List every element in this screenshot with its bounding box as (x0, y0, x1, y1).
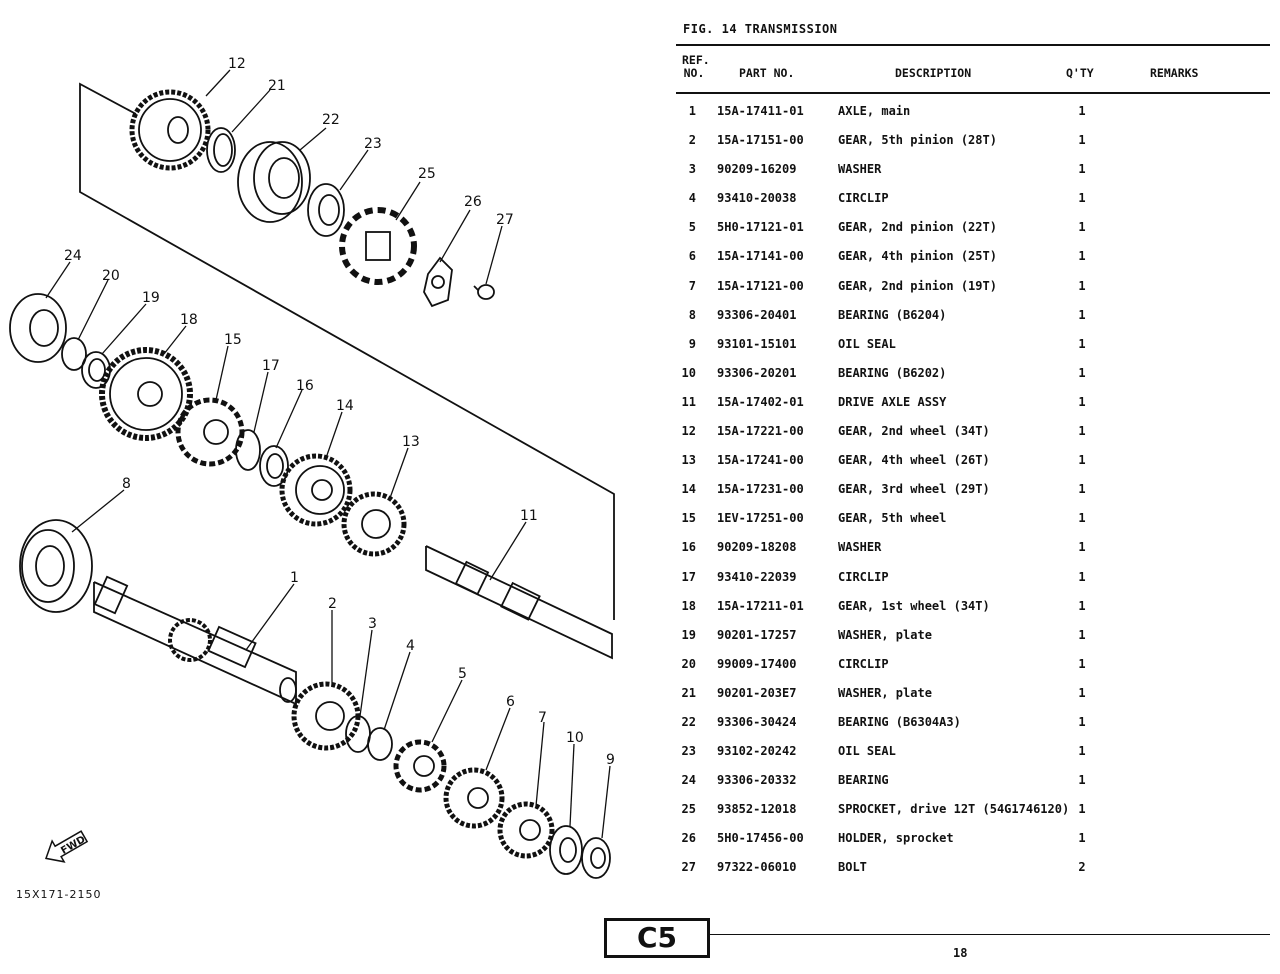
ref-number: 7 (688, 278, 696, 293)
part-quantity: 1 (1078, 133, 1086, 148)
ref-number: 11 (681, 394, 696, 409)
part-number: 15A-17241-00 (717, 453, 804, 468)
table-row (676, 474, 1276, 503)
part-number: 93102-20242 (717, 744, 797, 759)
part-quantity: 1 (1078, 802, 1086, 817)
ref-number: 4 (688, 191, 696, 206)
part-2-gear (294, 684, 358, 748)
part-number: 93410-22039 (717, 569, 797, 584)
part-quantity: 1 (1078, 424, 1086, 439)
part-25-sprocket (342, 210, 414, 282)
part-18-gear (102, 350, 190, 438)
part-quantity: 1 (1078, 744, 1086, 759)
part-quantity: 1 (1078, 162, 1086, 177)
part-description: GEAR, 2nd wheel (34T) (838, 424, 990, 439)
table-row (676, 183, 1276, 212)
part-1-main-axle (94, 577, 296, 704)
part-quantity: 1 (1078, 598, 1086, 613)
table-row (676, 125, 1276, 154)
ref-number: 19 (681, 627, 696, 642)
part-number: 5H0-17456-00 (717, 831, 804, 846)
callout-11: 11 (520, 508, 538, 524)
ref-number: 23 (681, 744, 696, 759)
part-description: AXLE, main (838, 104, 911, 118)
callout-1: 1 (290, 570, 299, 586)
ref-number: 17 (681, 569, 696, 584)
part-5-gear (396, 742, 444, 790)
table-row (676, 329, 1276, 358)
part-number: 15A-17402-01 (717, 394, 804, 409)
table-row (676, 620, 1276, 649)
part-4-circlip (368, 728, 392, 760)
part-14-gear (282, 456, 350, 524)
part-quantity: 1 (1078, 307, 1086, 322)
part-quantity: 1 (1078, 336, 1086, 351)
part-quantity: 1 (1078, 656, 1086, 671)
part-number: 93101-15101 (717, 336, 797, 351)
callout-23: 23 (364, 136, 382, 152)
part-quantity: 1 (1078, 249, 1086, 264)
fwd-arrow-icon (40, 826, 90, 869)
part-10-bearing (550, 826, 582, 874)
callout-24: 24 (64, 248, 82, 264)
ref-number: 20 (681, 656, 696, 671)
part-number: 15A-17211-01 (717, 598, 804, 613)
ref-number: 2 (688, 133, 696, 148)
part-quantity: 1 (1078, 453, 1086, 468)
part-number: 93306-30424 (717, 714, 797, 729)
part-description: WASHER, plate (838, 685, 932, 700)
part-9-oil-seal (582, 838, 610, 878)
table-row (676, 271, 1276, 300)
part-description: BOLT (838, 860, 867, 875)
table-row (676, 358, 1276, 387)
table-row (676, 532, 1276, 561)
part-description: BEARING (838, 773, 889, 788)
part-number: 90201-203E7 (717, 685, 797, 700)
table-row (676, 794, 1276, 823)
table-row (676, 765, 1276, 794)
table-row (676, 212, 1276, 241)
part-12-gear (132, 92, 208, 168)
ref-number: 14 (681, 482, 696, 497)
table-row (676, 678, 1276, 707)
part-quantity: 1 (1078, 569, 1086, 584)
table-row (676, 852, 1276, 881)
part-number: 97322-06010 (717, 860, 797, 875)
part-description: GEAR, 2nd pinion (22T) (838, 220, 997, 235)
table-row (676, 300, 1276, 329)
parts-list (676, 96, 1276, 882)
table-row (676, 96, 1276, 125)
ref-number: 1 (688, 104, 696, 118)
ref-number: 24 (681, 773, 696, 788)
part-21-washer (207, 128, 235, 172)
table-row (676, 562, 1276, 591)
part-description: BEARING (B6202) (838, 365, 947, 380)
table-row (676, 736, 1276, 765)
part-description: GEAR, 4th pinion (25T) (838, 249, 997, 264)
callout-15: 15 (224, 332, 242, 348)
part-quantity: 1 (1078, 365, 1086, 380)
part-description: OIL SEAL (838, 744, 896, 759)
part-quantity: 1 (1078, 685, 1086, 700)
part-7-gear (500, 804, 552, 856)
part-description: GEAR, 5th wheel (838, 511, 947, 526)
part-17-circlip (236, 430, 260, 470)
part-quantity: 2 (1078, 860, 1086, 875)
part-quantity: 1 (1078, 104, 1086, 118)
table-row (676, 591, 1276, 620)
callout-19: 19 (142, 290, 160, 306)
part-quantity: 1 (1078, 511, 1086, 526)
ref-number: 8 (688, 307, 696, 322)
ref-number: 27 (681, 860, 696, 875)
part-number: 1EV-17251-00 (717, 511, 804, 526)
part-description: HOLDER, sprocket (838, 831, 954, 846)
ref-number: 18 (681, 598, 696, 613)
part-description: CIRCLIP (838, 569, 889, 584)
part-description: CIRCLIP (838, 656, 889, 671)
part-quantity: 1 (1078, 482, 1086, 497)
header-part-no: PART NO. (739, 66, 795, 80)
callout-22: 22 (322, 112, 340, 128)
part-22-bearing (238, 142, 310, 222)
part-number: 93306-20332 (717, 773, 797, 788)
part-number: 93306-20401 (717, 307, 797, 322)
fwd-label: FWD (59, 834, 88, 857)
part-description: SPROCKET, drive 12T (54G1746120) (838, 802, 1070, 817)
table-row (676, 649, 1276, 678)
ref-number: 15 (681, 511, 696, 526)
table-row (676, 445, 1276, 474)
callout-21: 21 (268, 78, 286, 94)
callout-4: 4 (406, 638, 415, 654)
part-8-bearing (20, 520, 92, 612)
ref-number: 5 (688, 220, 696, 235)
part-number: 99009-17400 (717, 656, 797, 671)
callout-12: 12 (228, 56, 246, 72)
part-quantity: 1 (1078, 394, 1086, 409)
part-number: 90201-17257 (717, 627, 797, 642)
part-description: BEARING (B6304A3) (838, 714, 961, 729)
part-24-bearing (10, 294, 66, 362)
callout-14: 14 (336, 398, 354, 414)
part-quantity: 1 (1078, 773, 1086, 788)
part-13-gear (344, 494, 404, 554)
ref-number: 22 (681, 714, 696, 729)
part-number: 90209-18208 (717, 540, 797, 555)
part-description: OIL SEAL (838, 336, 896, 351)
part-number: 15A-17411-01 (717, 104, 804, 118)
part-number: 15A-17141-00 (717, 249, 804, 264)
part-description: GEAR, 1st wheel (34T) (838, 598, 990, 613)
figure-title: FIG. 14 TRANSMISSION (683, 22, 838, 36)
page-code-box: C5 (604, 918, 710, 958)
callout-8: 8 (122, 476, 131, 492)
page-number: 18 (953, 946, 968, 960)
header-qty: Q'TY (1066, 66, 1094, 80)
ref-number: 16 (681, 540, 696, 555)
part-quantity: 1 (1078, 540, 1086, 555)
part-number: 15A-17121-00 (717, 278, 804, 293)
ref-number: 21 (681, 685, 696, 700)
part-description: WASHER (838, 162, 882, 177)
part-quantity: 1 (1078, 278, 1086, 293)
part-number: 90209-16209 (717, 162, 797, 177)
drawing-code: 15X171-2150 (16, 888, 102, 901)
part-number: 15A-17151-00 (717, 133, 804, 148)
part-27-bolt (474, 285, 494, 299)
part-description: GEAR, 2nd pinion (19T) (838, 278, 997, 293)
header-remarks: REMARKS (1150, 66, 1199, 80)
part-quantity: 1 (1078, 627, 1086, 642)
part-number: 93852-12018 (717, 802, 797, 817)
ref-number: 25 (681, 802, 696, 817)
part-quantity: 1 (1078, 831, 1086, 846)
table-row (676, 823, 1276, 852)
callout-9: 9 (606, 752, 615, 768)
part-description: GEAR, 4th wheel (26T) (838, 453, 990, 468)
table-row (676, 707, 1276, 736)
part-quantity: 1 (1078, 220, 1086, 235)
callout-7: 7 (538, 710, 547, 726)
callout-6: 6 (506, 694, 515, 710)
part-description: DRIVE AXLE ASSY (838, 394, 947, 409)
table-row (676, 241, 1276, 270)
ref-number: 3 (688, 162, 696, 177)
callout-5: 5 (458, 666, 467, 682)
callout-16: 16 (296, 378, 314, 394)
part-description: GEAR, 3rd wheel (29T) (838, 482, 990, 497)
callout-18: 18 (180, 312, 198, 328)
callout-26: 26 (464, 194, 482, 210)
ref-number: 26 (681, 831, 696, 846)
table-row (676, 387, 1276, 416)
callout-2: 2 (328, 596, 337, 612)
callout-3: 3 (368, 616, 377, 632)
part-description: WASHER, plate (838, 627, 932, 642)
table-row (676, 503, 1276, 532)
callout-20: 20 (102, 268, 120, 284)
part-quantity: 1 (1078, 714, 1086, 729)
part-number: 93306-20201 (717, 365, 797, 380)
part-description: BEARING (B6204) (838, 307, 947, 322)
part-number: 93410-20038 (717, 191, 797, 206)
header-description: DESCRIPTION (895, 66, 972, 80)
ref-number: 13 (681, 453, 696, 468)
part-quantity: 1 (1078, 191, 1086, 206)
part-description: GEAR, 5th pinion (28T) (838, 133, 997, 148)
part-23-oil-seal (308, 184, 344, 236)
part-number: 5H0-17121-01 (717, 220, 804, 235)
callout-13: 13 (402, 434, 420, 450)
ref-number: 6 (688, 249, 696, 264)
part-26-holder (424, 258, 452, 306)
part-6-gear (446, 770, 502, 826)
ref-number: 10 (681, 365, 696, 380)
table-row (676, 416, 1276, 445)
callout-10: 10 (566, 730, 584, 746)
table-row (676, 154, 1276, 183)
part-number: 15A-17231-00 (717, 482, 804, 497)
callout-25: 25 (418, 166, 436, 182)
part-description: WASHER (838, 540, 882, 555)
part-number: 15A-17221-00 (717, 424, 804, 439)
part-description: CIRCLIP (838, 191, 889, 206)
top-rule (676, 44, 1270, 46)
part-11-drive-axle (426, 546, 612, 658)
footer-rule (708, 934, 1270, 935)
header-rule (676, 92, 1270, 94)
callout-27: 27 (496, 212, 514, 228)
ref-number: 12 (681, 424, 696, 439)
callout-17: 17 (262, 358, 280, 374)
header-ref-no: REF. NO. (682, 53, 710, 80)
ref-number: 9 (688, 336, 696, 351)
